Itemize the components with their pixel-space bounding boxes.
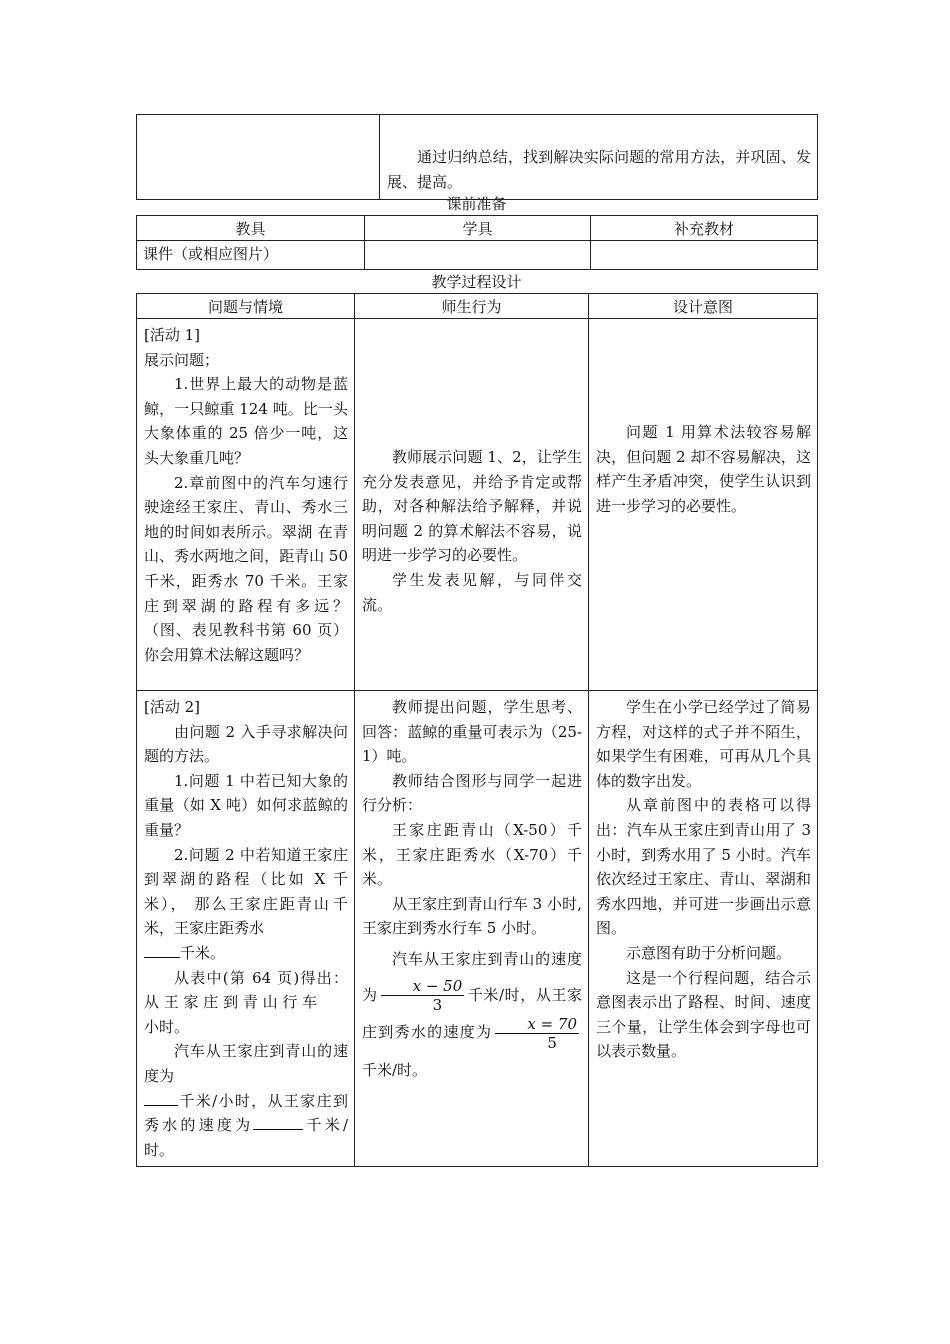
activity2-behavior-p3: 王家庄距青山（X-50）千米，王家庄距秀水（X-70）千米。 (362, 820, 582, 889)
prep-header-tools: 教具 (137, 216, 365, 241)
fraction-speed-xiushui: $\frac{x = 70}{5}$ (495, 1015, 579, 1052)
activity2-behavior-p2: 教师结合图形与同学一起进行分析： (362, 771, 582, 815)
activity1-title: [活动 1] (144, 326, 201, 344)
activity2-intro: 由问题 2 入手寻求解决问题的方法。 (144, 722, 348, 766)
prep-header-student-tools: 学具 (365, 216, 591, 241)
activity1-intro: 展示问题； (144, 350, 220, 369)
prep-table (136, 215, 818, 270)
activity2-question1: 1.问题 1 中若已知大象的重量（如 X 吨）如何求蓝鲸的重量？ (144, 771, 348, 839)
prep-caption: 课前准备 (446, 195, 507, 213)
activity1-student-text: 学生发表见解，与同伴交流。 (362, 570, 582, 614)
process-header-intent: 设计意图 (589, 294, 818, 319)
top-right-text: 通过归纳总结，找到解决实际问题的常用方法，并巩固、发展、提高。 (387, 148, 811, 191)
activity2-title: [活动 2] (144, 698, 201, 716)
prep-header-materials: 补充教材 (591, 216, 818, 241)
process-table (136, 293, 818, 1167)
blank-speed-qingshan[interactable] (144, 1091, 178, 1106)
activity1-intent-cell (589, 319, 818, 691)
activity1-behavior-cell (355, 319, 589, 691)
activity2-problem-cell (137, 691, 355, 1167)
blank-xiushui-distance[interactable] (144, 943, 180, 958)
activity2-intent-p2: 从章前图中的表格可以得出：汽车从王家庄到青山用了 3 小时，到秀水用了 5 小时。汽车依次经过王家庄、青山、翠湖和秀水四地，并可进一步画出示意图。 (596, 796, 811, 938)
activity2-question2: 2.问题 2 中若知道王家庄到翠湖的路程（比如 X 千米）， 那么王家庄距青山千米，王家庄距秀水 千米。 (144, 845, 348, 962)
activity2-behavior-cell (355, 691, 589, 1167)
prep-cell-tools: 课件（或相应图片） (137, 241, 365, 270)
activity2-intent-p1: 学生在小学已经学过了简易方程，对这样的式子并不陌生，如果学生有困难，可再从几个具体的数字出发。 (596, 698, 811, 790)
activity1-intent-text: 问题 1 用算术法较容易解决，但问题 2 却不容易解决，这样产生矛盾冲突，使学生认识到进一步学习的必要性。 (596, 423, 811, 515)
activity2-intent-p4: 这是一个行程问题，结合示意图表示出了路程、时间、速度三个量，让学生体会到字母也可以表示数量。 (596, 968, 811, 1061)
top-right-cell (380, 115, 818, 200)
activity1-question2: 2.章前图中的汽车匀速行驶途经王家庄、青山、秀水三地的时间如表所示。翠湖 在青山、秀水两地之间，距青山 50 千米，距秀水 70 千米。王家庄到翠湖的路程有多远？（图、表见教科书第 60 页）你会用算术法解这题吗？ (144, 473, 348, 664)
process-header-behavior: 师生行为 (355, 294, 589, 319)
activity1-problem-cell (137, 319, 355, 691)
top-left-cell (137, 115, 380, 200)
process-caption: 教学过程设计 (431, 273, 522, 291)
prep-cell-student-tools (365, 241, 591, 270)
activity2-behavior-p1: 教师提出问题，学生思考、回答：蓝鲸的重量可表示为（25-1）吨。 (362, 698, 582, 766)
activity2-behavior-p5: 汽车从王家庄到青山的速度为 $\frac{x - 50}{3}$ 千米/时，从王家庄到秀水的速度为 $\frac{x = 70}{5}$ 千米/时。 (362, 949, 582, 1079)
prep-cell-materials (591, 241, 818, 270)
top-table (136, 114, 818, 200)
activity1-teacher-text: 教师展示问题 1、2，让学生充分发表意见，并给予肯定或帮助，对各种解法给予解释，并说明问题 2 的算术解法不容易，说明进一步学习的必要性。 (362, 448, 582, 565)
activity2-intent-p3: 示意图有助于分析问题。 (626, 943, 792, 962)
process-header-problem: 问题与情境 (137, 294, 355, 319)
fraction-speed-qingshan: $\frac{x - 50}{3}$ (381, 977, 465, 1014)
activity2-speed-question: 汽车从王家庄到青山的速度为 千米/小时，从王家庄到秀水的速度为 千米/时。 (144, 1042, 348, 1159)
activity2-intent-cell (589, 691, 818, 1167)
activity2-table-note: 从表中(第 64 页)得出：从 王 家 庄 到 青 山 行 车 小时。 (144, 968, 348, 1036)
blank-speed-xiushui[interactable] (253, 1115, 303, 1130)
activity2-behavior-p4: 从王家庄到青山行车 3 小时,王家庄到秀水行车 5 小时。 (362, 894, 582, 938)
activity1-question1: 1.世界上最大的动物是蓝鲸，一只鲸重 124 吨。比一头大象体重的 25 倍少一吨，这头大象重几吨？ (144, 375, 348, 467)
